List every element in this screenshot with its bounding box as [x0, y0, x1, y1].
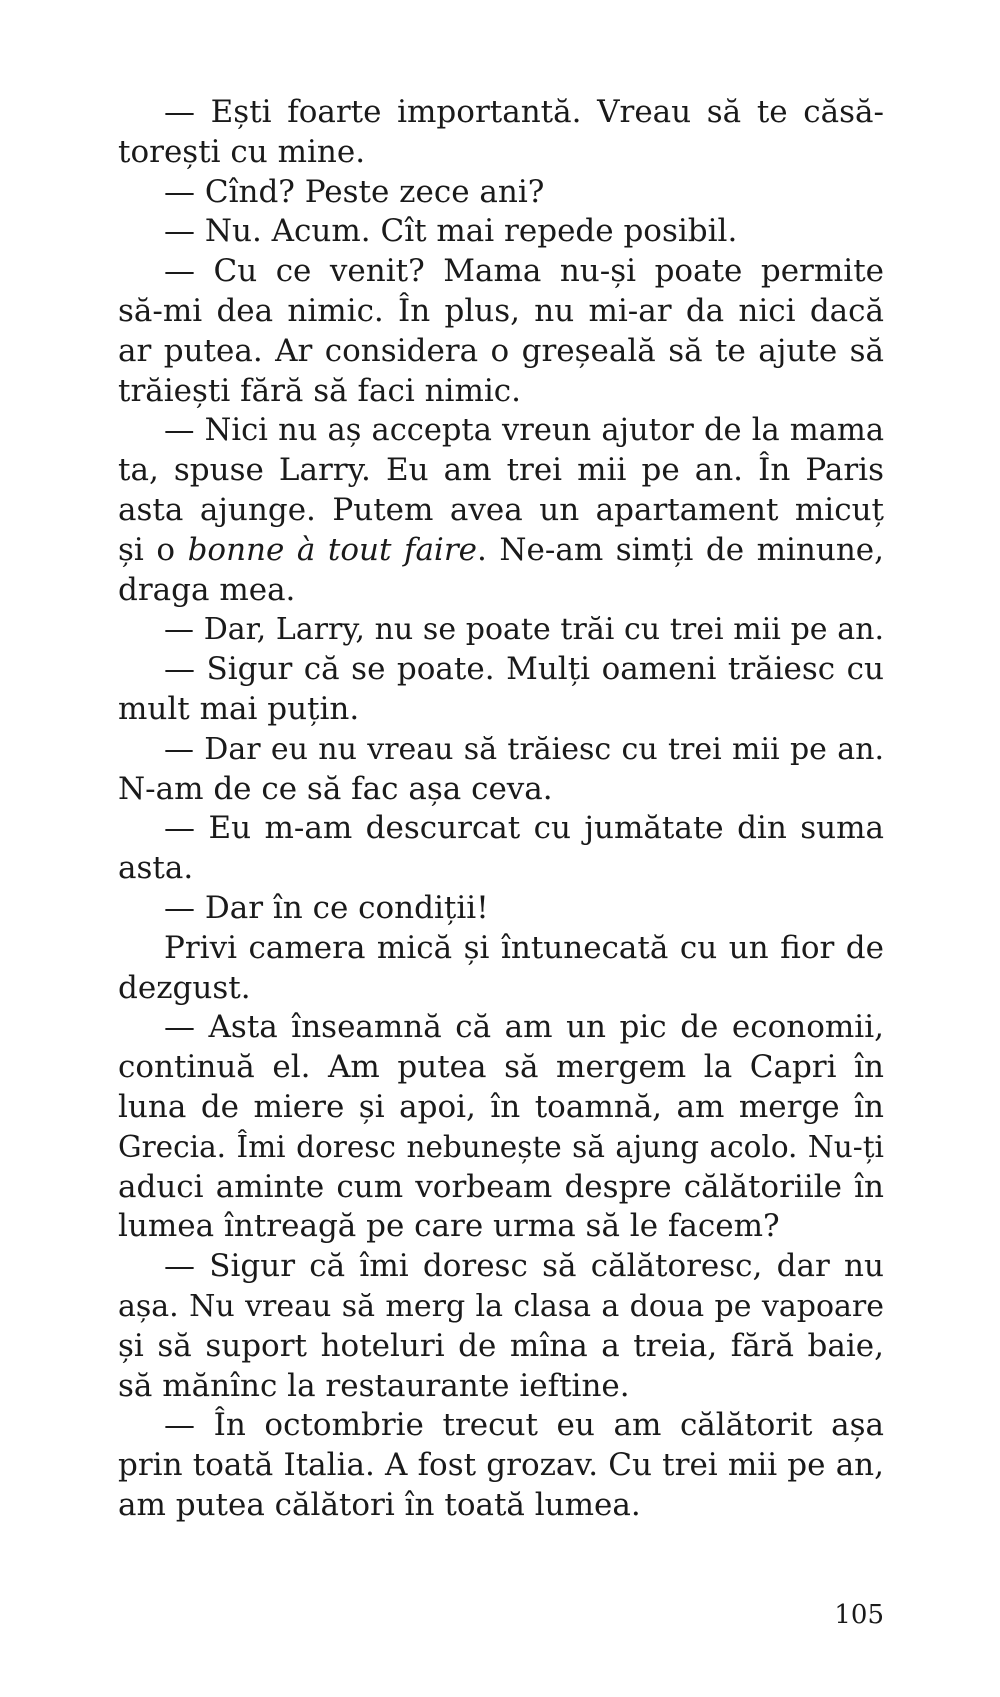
text-line: mult mai puțin.	[118, 690, 360, 727]
text-line: — Dar în ce condiții!	[164, 889, 489, 926]
page-number: 105	[834, 1600, 884, 1630]
text-line: — Nu. Acum. Cît mai repede posibil.	[164, 213, 738, 250]
text-line: lumea întreagă pe care urma să le facem?	[118, 1208, 780, 1245]
text-line: așa. Nu vreau să merg la clasa a doua pe vapoare	[118, 1288, 884, 1324]
text-line: — Nici nu aș accepta vreun ajutor de la mama	[164, 413, 884, 449]
page-body	[118, 93, 884, 1526]
text-line: luna de miere și apoi, în toamnă, am merge în	[118, 1088, 884, 1125]
text-line: draga mea.	[118, 571, 296, 608]
text-line: — Sigur că se poate. Mulți oameni trăiesc cu	[164, 651, 884, 688]
text-line: — Ești foarte importantă. Vreau să te căsă-	[164, 94, 884, 130]
italic-phrase: bonne à tout faire	[187, 531, 478, 568]
text-line: asta ajunge. Putem avea un apartament micuț	[118, 491, 884, 528]
text-line: — Asta înseamnă că am un pic de economii,	[164, 1009, 884, 1046]
text-line: trăiești fără să faci nimic.	[118, 372, 521, 409]
text-line: — Dar, Larry, nu se poate trăi cu trei mii pe an.	[164, 612, 884, 648]
text-line: asta.	[118, 850, 194, 887]
text-line: Grecia. Îmi doresc nebunește să ajung acolo. Nu-ți	[118, 1129, 884, 1164]
text-line: — Dar eu nu vreau să trăiesc cu trei mii pe an.	[164, 731, 884, 767]
text-line: aduci aminte cum vorbeam despre călătoriile în	[118, 1168, 884, 1205]
text-line: — Cu ce venit? Mama nu-și poate permite	[164, 253, 884, 290]
text-line: am putea călători în toată lumea.	[118, 1486, 641, 1523]
text-line: — Sigur că îmi doresc să călătoresc, dar nu	[164, 1248, 884, 1285]
text-line: continuă el. Am putea să mergem la Capri în	[118, 1049, 884, 1086]
text-line: N-am de ce să fac așa ceva.	[118, 770, 553, 807]
text-line: ar putea. Ar considera o greșeală să te ajute să	[118, 332, 884, 369]
text-line: prin toată Italia. A fost grozav. Cu trei mii pe an,	[118, 1447, 884, 1484]
text-line: — Eu m-am descurcat cu jumătate din suma	[164, 810, 884, 847]
text-line: și să suport hoteluri de mîna a treia, fără baie,	[118, 1327, 884, 1364]
text-line: — Cînd? Peste zece ani?	[164, 173, 545, 210]
text-line: torești cu mine.	[118, 133, 366, 170]
text-line: să mănînc la restaurante ieftine.	[118, 1367, 630, 1404]
text-line: ta, spuse Larry. Eu am trei mii pe an. În Paris	[118, 452, 884, 489]
text-line: și o bonne à tout faire. Ne-am simți de minune,	[118, 531, 885, 568]
text-line: să-mi dea nimic. În plus, nu mi-ar da nici dacă	[118, 292, 884, 329]
text-line: dezgust.	[118, 969, 251, 1006]
text-line: Privi camera mică și întunecată cu un fior de	[164, 929, 884, 966]
text-line: — În octombrie trecut eu am călătorit așa	[164, 1407, 884, 1444]
